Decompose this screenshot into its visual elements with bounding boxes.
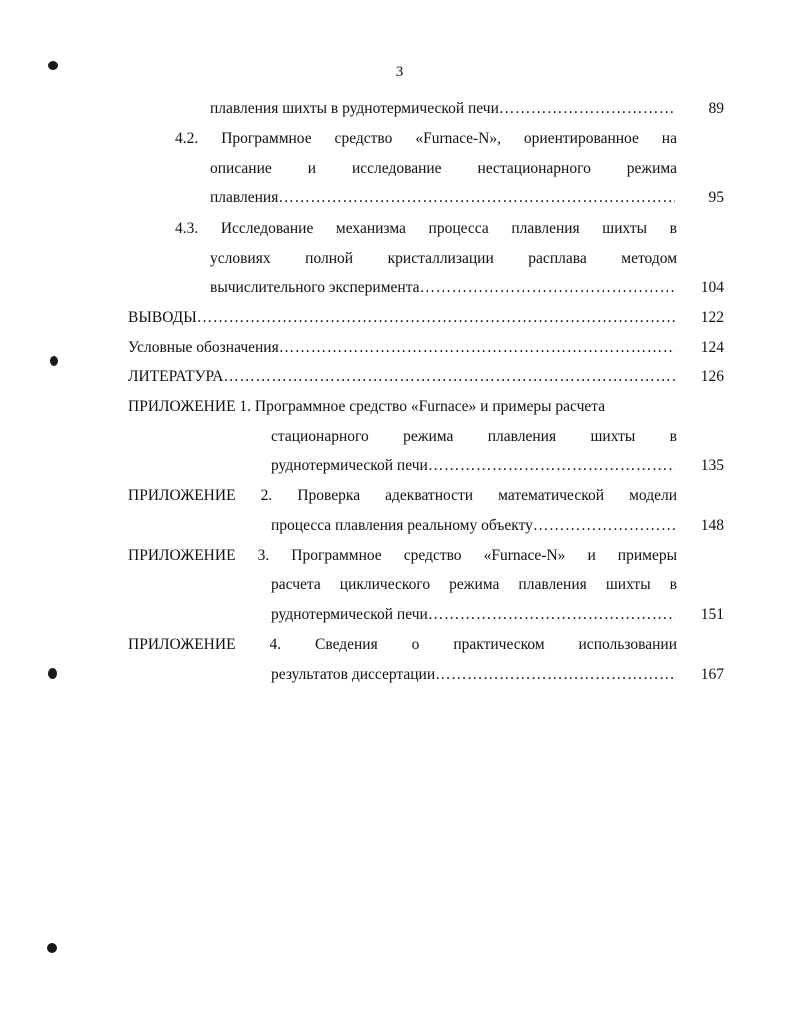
toc-entry-4-3-line3: вычислительного эксперимента …………………………………………………………………………………………………………………………………………………………………………………… xyxy=(210,277,675,299)
toc-entry-references: ЛИТЕРАТУРА …………………………………………………………………………………………………………………………………………………………………………………… xyxy=(128,366,675,388)
toc-entry-appendix-3-line2: расчета циклического режима плавления шихты в xyxy=(271,576,677,593)
toc-entry-conclusions: ВЫВОДЫ …………………………………………………………………………………………………………………………………………………………………………………… xyxy=(128,307,675,329)
toc-page-151: 151 xyxy=(700,606,724,623)
toc-entry-continuation: плавления шихты в руднотермической печи …………………………………………………………………………………………………………………………………………………………………………………… xyxy=(210,98,675,120)
toc-entry-4-3-line2: условиях полной кристаллизации расплава методом xyxy=(210,250,677,267)
toc-page-95: 95 xyxy=(708,189,724,206)
scan-mark-3 xyxy=(48,668,57,679)
toc-entry-appendix-2-line1: ПРИЛОЖЕНИЕ 2. Проверка адекватности математической модели xyxy=(128,487,677,504)
toc-entry-appendix-3-line1: ПРИЛОЖЕНИЕ 3. Программное средство «Furnace-N» и примеры xyxy=(128,547,677,564)
scan-mark-2 xyxy=(50,356,58,366)
toc-page-148: 148 xyxy=(700,517,724,534)
toc-entry-appendix-4-line1: ПРИЛОЖЕНИЕ 4. Сведения о практическом использовании xyxy=(128,636,677,653)
toc-page-167: 167 xyxy=(700,666,724,683)
toc-entry-4-2-line2: описание и исследование нестационарного режима xyxy=(210,160,677,177)
scan-mark-1 xyxy=(48,61,58,70)
toc-page-104: 104 xyxy=(700,279,724,296)
toc-page-122: 122 xyxy=(700,309,724,326)
toc-entry-appendix-4-line2: результатов диссертации …………………………………………………………………………………………………………………………………………………………………………………… xyxy=(271,664,675,686)
toc-entry-4-3-line1: 4.3. Исследование механизма процесса плавления шихты в xyxy=(175,220,677,237)
toc-entry-appendix-2-line2: процесса плавления реальному объекту …………………………………………………………………………………………………………………………………………………………………………………… xyxy=(271,515,675,537)
scan-mark-4 xyxy=(47,943,57,953)
toc-entry-appendix-1-line1: ПРИЛОЖЕНИЕ 1. Программное средство «Furnace» и примеры расчета xyxy=(128,398,606,415)
toc-entry-appendix-3-line3: руднотермической печи …………………………………………………………………………………………………………………………………………………………………………………… xyxy=(271,604,675,626)
toc-entry-appendix-1-line3: руднотермической печи …………………………………………………………………………………………………………………………………………………………………………………… xyxy=(271,455,675,477)
toc-entry-4-2-line1: 4.2. Программное средство «Furnace-N», ориентированное на xyxy=(175,130,677,147)
toc-entry-appendix-1-line2: стационарного режима плавления шихты в xyxy=(271,428,677,445)
toc-entry-notation: Условные обозначения …………………………………………………………………………………………………………………………………………………………………………………… xyxy=(128,337,675,359)
toc-page-135: 135 xyxy=(700,457,724,474)
toc-page-124: 124 xyxy=(700,339,724,356)
toc-page-126: 126 xyxy=(700,368,724,385)
toc-page-89: 89 xyxy=(708,100,724,117)
toc-entry-4-2-line3: плавления …………………………………………………………………………………………………………………………………………………………………………………… xyxy=(210,187,675,209)
page-number: 3 xyxy=(395,64,404,80)
